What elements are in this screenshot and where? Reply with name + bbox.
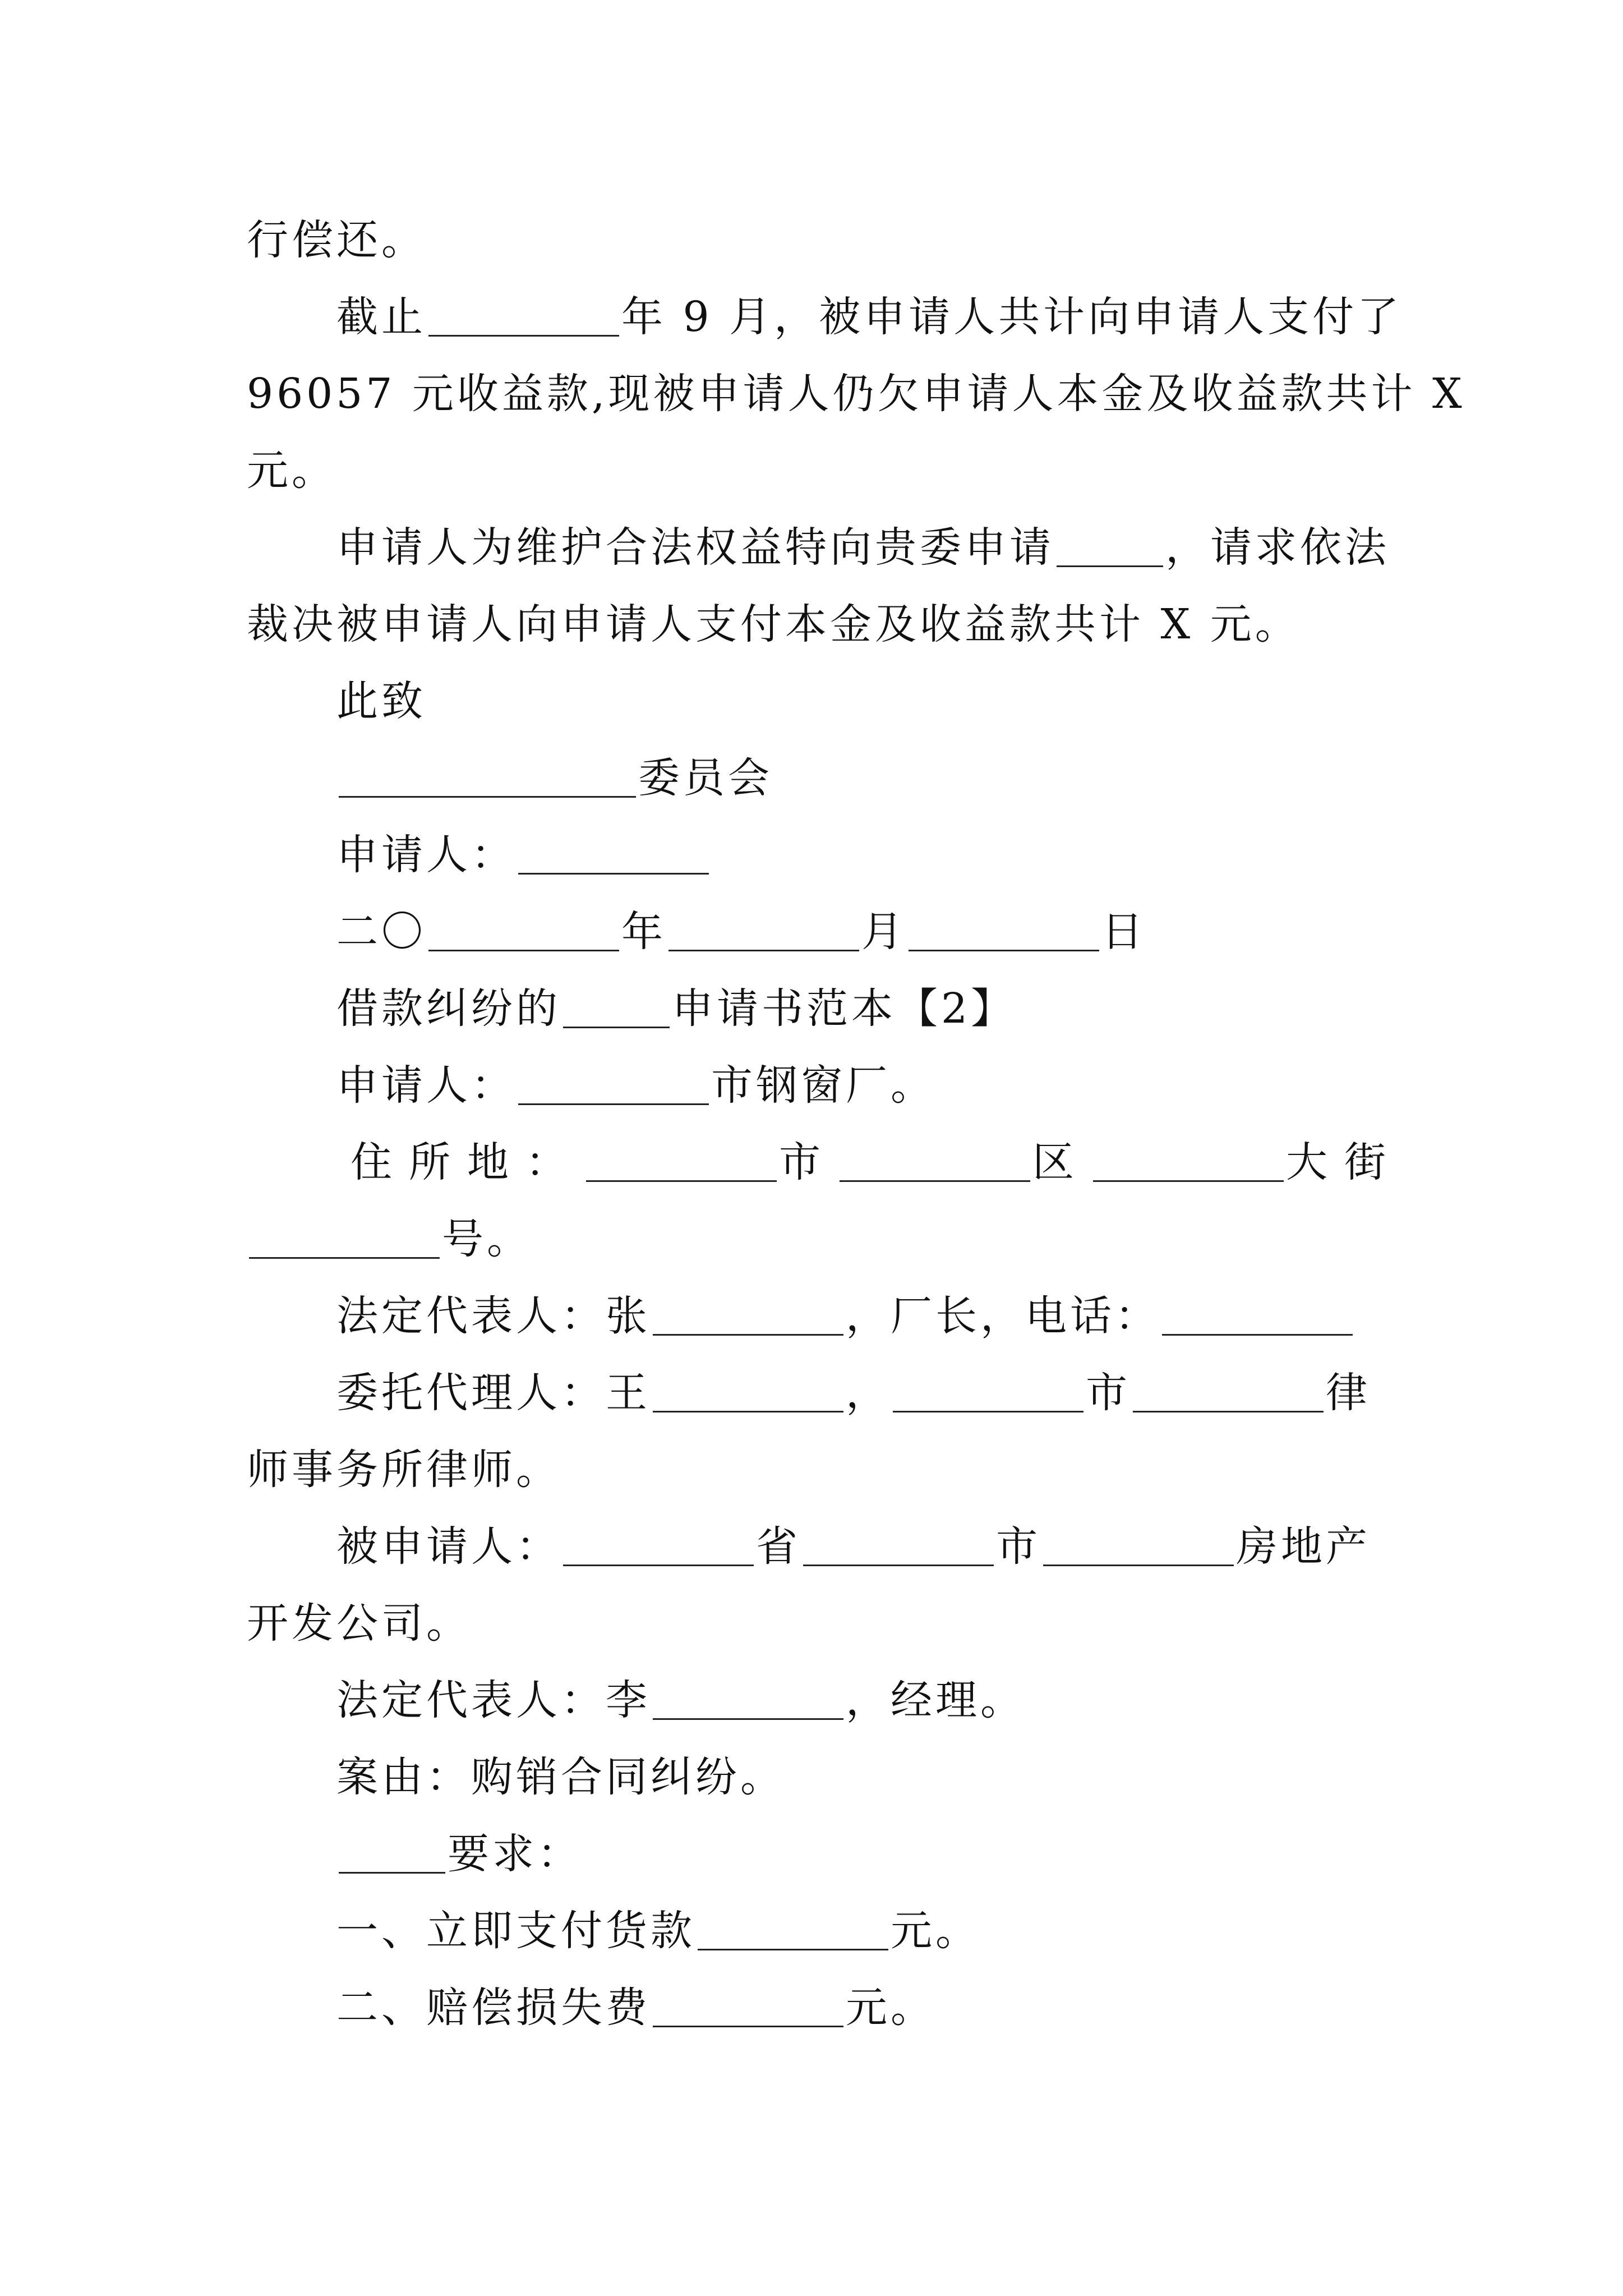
- text-address-label: 住所地：: [351, 1138, 584, 1186]
- text-applicant-label: 申请人：: [336, 1061, 516, 1110]
- blank-resp-rep-name: [653, 1718, 843, 1720]
- text-apply: 申请人为维护合法权益特向贵委申请: [336, 523, 1054, 572]
- blank-sample-title: [563, 1027, 670, 1028]
- text-paid: 年 9 月，被申请人共计向申请人支付了: [621, 293, 1403, 341]
- line-applicant-sign: [247, 817, 1385, 894]
- text-date-prefix: 二〇: [336, 908, 426, 956]
- text-date-year: 年: [621, 908, 666, 956]
- blank-apply: [1057, 565, 1163, 567]
- text-address-street: 大街: [1286, 1138, 1403, 1186]
- blank-respondent-province: [563, 1565, 754, 1566]
- line-respondent: [247, 1508, 1385, 1585]
- line-resp-rep: [247, 1662, 1385, 1739]
- line-repay: [247, 202, 1385, 279]
- text-legal-rep-label: 法定代表人：张: [336, 1292, 651, 1340]
- text-claim-1-a: 一、立即支付货款: [336, 1907, 695, 1955]
- text-request: ，请求依法: [1165, 523, 1390, 572]
- line-address-number: [247, 1201, 1385, 1278]
- text-cause: 案由：购销合同纠纷。: [336, 1753, 785, 1801]
- blank-agent-name: [653, 1411, 843, 1412]
- text-claims-heading: 要求：: [448, 1830, 582, 1878]
- blank-date-year: [428, 950, 619, 951]
- line-claim-2: [247, 1970, 1385, 2046]
- text-respondent-city: 市: [996, 1522, 1041, 1571]
- text-date-month: 月: [861, 908, 906, 956]
- blank-legal-rep-phone: [1162, 1334, 1353, 1336]
- text-applicant-sign: 申请人：: [336, 831, 516, 879]
- blank-address-district: [840, 1180, 1030, 1182]
- text-applicant-suffix: 市钢窗厂。: [711, 1061, 935, 1110]
- line-date: [247, 894, 1385, 970]
- blank-address-street: [1093, 1180, 1284, 1182]
- blank-year: [428, 335, 619, 337]
- text-date-day: 日: [1101, 908, 1146, 956]
- text-agent-comma: ，: [846, 1369, 891, 1417]
- blank-claim-2: [653, 2026, 843, 2027]
- blank-date-day: [909, 950, 1099, 951]
- text-address-city: 市: [779, 1138, 837, 1186]
- text-repay: 行偿还。: [247, 216, 426, 264]
- text-respondent-province: 省: [756, 1522, 801, 1571]
- text-respondent-company-a: 房地产: [1236, 1522, 1371, 1571]
- text-address-number: 号。: [442, 1215, 532, 1263]
- blank-legal-rep-name: [653, 1334, 843, 1336]
- text-respondent-company-b: 开发公司。: [247, 1599, 471, 1648]
- text-agent-city: 市: [1086, 1369, 1131, 1417]
- line-address: [247, 1124, 1403, 1201]
- line-claim-1: [247, 1893, 1385, 1970]
- text-as-of: 截止: [336, 293, 426, 341]
- blank-address-city: [586, 1180, 777, 1182]
- text-agent-label: 委托代理人：王: [336, 1369, 651, 1417]
- line-legal-rep: [247, 1278, 1385, 1355]
- line-agent-firm: [247, 1432, 1385, 1508]
- blank-respondent-city: [803, 1565, 994, 1566]
- text-resp-rep-title: ，经理。: [846, 1676, 1025, 1724]
- blank-claim-1: [698, 1949, 888, 1950]
- line-claims-heading: [247, 1816, 1385, 1893]
- text-claim-2-a: 二、赔偿损失费: [336, 1984, 651, 2032]
- line-applicant: [247, 1047, 1385, 1124]
- text-ruling: 裁决被申请人向申请人支付本金及收益款共计 X 元。: [247, 600, 1300, 648]
- document-body: [247, 202, 1465, 2046]
- blank-address-number: [249, 1257, 440, 1259]
- blank-date-month: [668, 950, 859, 951]
- blank-applicant: [518, 1103, 709, 1105]
- text-yuan: 元。: [247, 447, 336, 495]
- line-sample-title: [247, 970, 1385, 1047]
- text-claim-1-b: 元。: [891, 1907, 980, 1955]
- text-committee: 委员会: [638, 754, 773, 802]
- text-legal-rep-title: ，厂长，电话：: [846, 1292, 1160, 1340]
- line-as-of: [247, 279, 1403, 356]
- text-sample-title-a: 借款纠纷的: [336, 984, 561, 1033]
- line-closing: [247, 663, 1385, 740]
- line-yuan: [247, 432, 1385, 509]
- text-closing: 此致: [336, 677, 426, 725]
- blank-claims-heading: [339, 1872, 445, 1874]
- blank-respondent-company: [1043, 1565, 1234, 1566]
- text-sample-title-b: 申请书范本【2】: [672, 984, 1016, 1033]
- line-committee: [247, 740, 1385, 817]
- line-apply: [247, 509, 1390, 586]
- text-owed: 96057 元收益款,现被申请人仍欠申请人本金及收益款共计 X: [247, 370, 1465, 418]
- text-claim-2-b: 元。: [846, 1984, 935, 2032]
- blank-applicant-sign: [518, 873, 709, 875]
- text-agent-law: 律: [1326, 1369, 1371, 1417]
- text-address-district: 区: [1032, 1138, 1091, 1186]
- text-agent-firm: 师事务所律师。: [247, 1446, 561, 1494]
- line-owed: [247, 356, 1465, 432]
- blank-agent-city: [893, 1411, 1083, 1412]
- text-resp-rep-label: 法定代表人：李: [336, 1676, 651, 1724]
- blank-committee: [339, 796, 636, 798]
- blank-agent-law: [1133, 1411, 1324, 1412]
- line-cause: [247, 1739, 1385, 1816]
- line-respondent-company: [247, 1585, 1385, 1662]
- line-ruling: [247, 586, 1385, 663]
- text-respondent-label: 被申请人：: [336, 1522, 561, 1571]
- line-agent: [247, 1355, 1385, 1432]
